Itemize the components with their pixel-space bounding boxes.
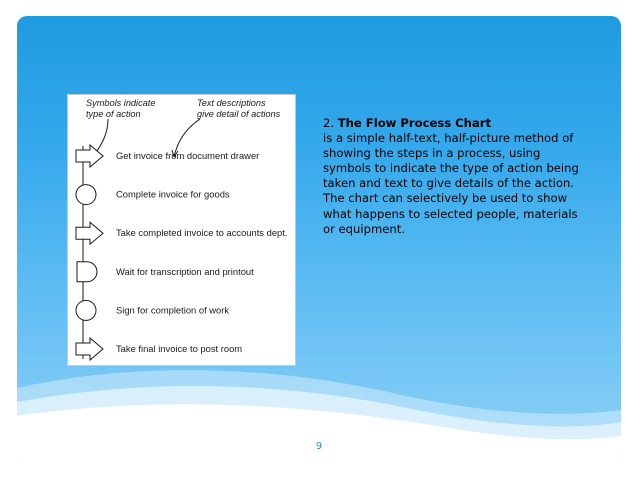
step-arrow-symbol	[76, 222, 103, 244]
slide-background	[17, 16, 621, 462]
step-label: Take completed invoice to accounts dept.	[116, 227, 288, 239]
step-arrow-symbol	[76, 338, 103, 360]
step-delay-symbol	[77, 262, 97, 282]
page-number: 9	[315, 441, 323, 452]
step-label: Wait for transcription and printout	[116, 265, 254, 277]
flow-chart-drawing	[68, 95, 295, 365]
step-label: Take final invoice to post room	[116, 343, 243, 354]
step-label: Complete invoice for goods	[116, 188, 230, 200]
flow-steps	[76, 145, 287, 360]
flow-process-chart-figure	[67, 94, 296, 366]
heading-number: 2.	[323, 116, 338, 130]
step-label: Get invoice from document drawer	[116, 150, 260, 161]
heading-title: The Flow Process Chart	[337, 116, 492, 130]
note-symbols-line1: Symbols indicate	[86, 98, 156, 108]
body-text: is a simple half-text, half-picture method of showing the steps in a process, using symbols to indicate the type of action being taken and text to give details of the action. The chart can selectively be used to show what happens to selected people, materials or equipment.	[323, 131, 579, 236]
step-circle-symbol	[76, 185, 96, 205]
step-circle-symbol	[76, 300, 96, 320]
note-text-line2: give detail of actions	[197, 109, 281, 119]
slide-text	[323, 116, 585, 237]
note-symbols-line2: type of action	[86, 109, 141, 119]
note-text-line1: Text descriptions	[197, 98, 266, 108]
step-label: Sign for completion of work	[116, 304, 230, 316]
